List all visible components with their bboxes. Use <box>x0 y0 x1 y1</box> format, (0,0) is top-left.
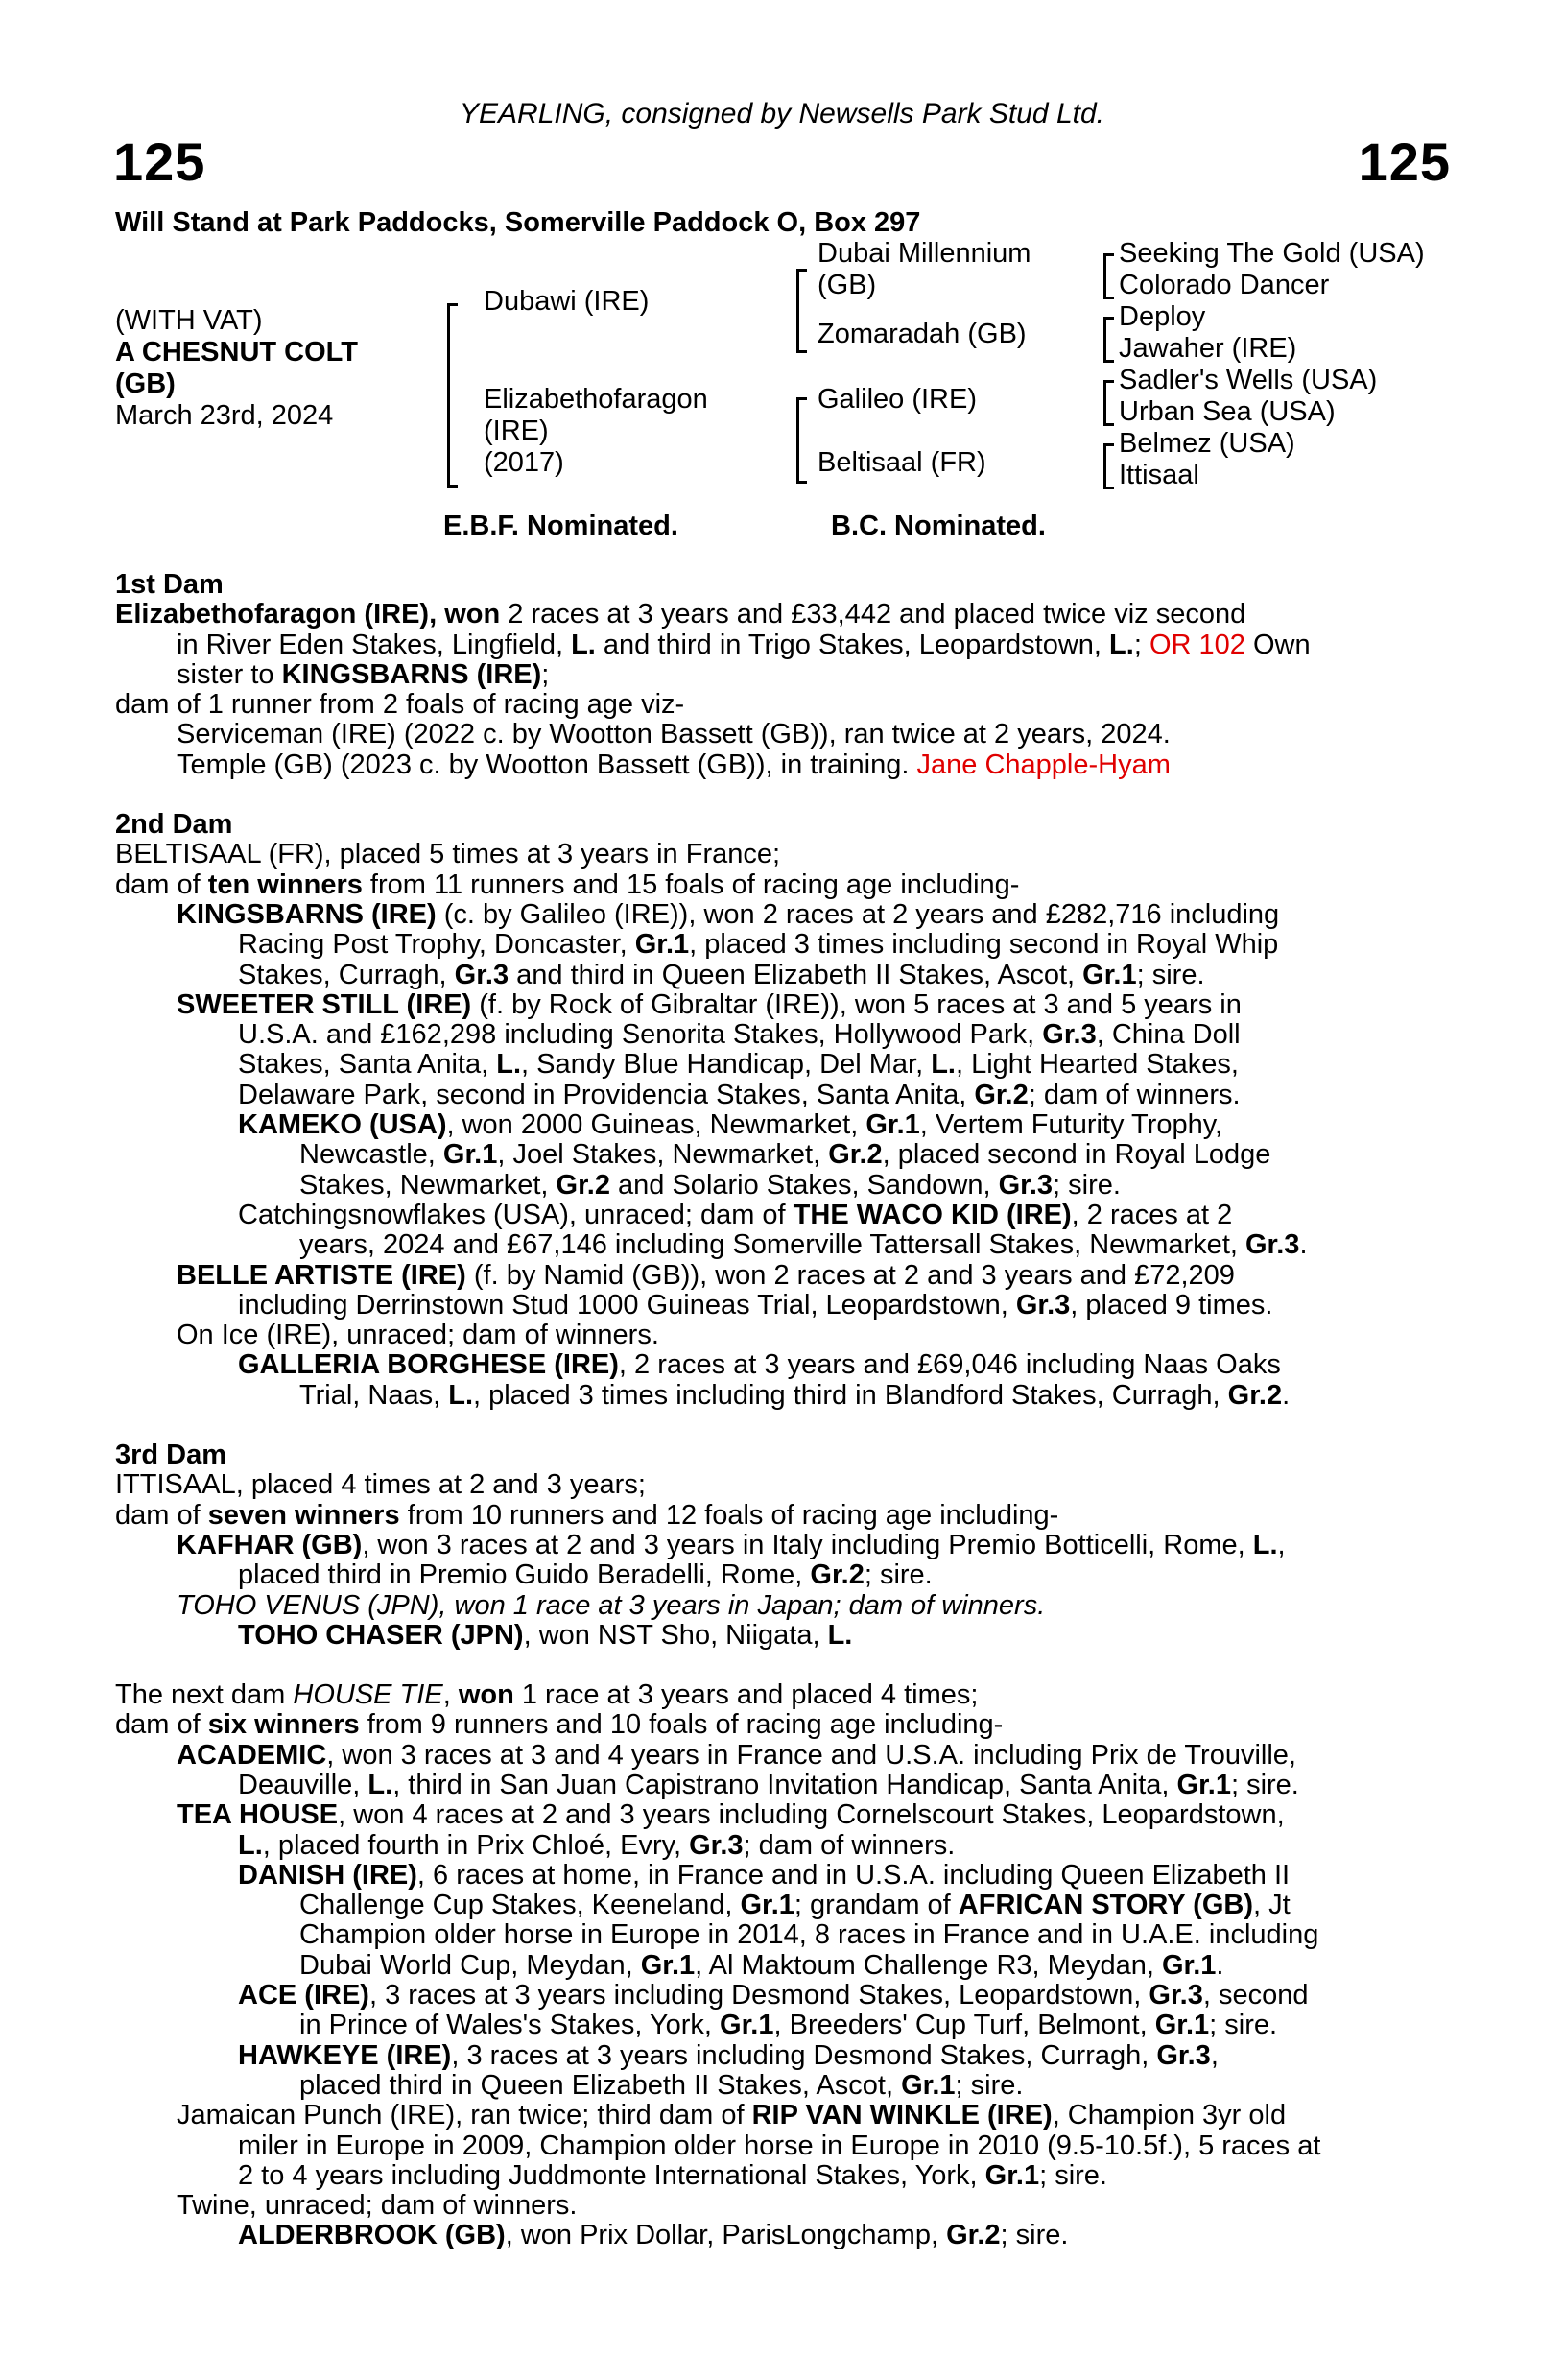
next-dam-line <box>115 1680 1434 1710</box>
horse-name: DANISH (IRE) <box>238 1859 417 1891</box>
text: , <box>1210 2039 1219 2071</box>
text: , placed second in Royal Lodge <box>882 1139 1271 1171</box>
text: . <box>1299 1229 1308 1261</box>
grade: Gr.1 <box>1176 1769 1231 1800</box>
text: placed third in Queen Elizabeth II Stakes, Ascot, <box>299 2069 902 2101</box>
horse-name: SWEETER STILL (IRE) <box>177 988 472 1020</box>
grade: Gr.2 <box>974 1079 1029 1110</box>
text: Stakes, Curragh, <box>238 959 455 990</box>
vat-label: (WITH VAT) <box>115 305 263 336</box>
first-dam-line <box>115 660 1434 690</box>
grade: Gr.1 <box>865 1109 920 1141</box>
produce-entry <box>115 990 1434 1020</box>
first-dam-line: dam of 1 runner from 2 foals of racing age viz- <box>115 689 685 721</box>
text: , won NST Sho, Niigata, <box>523 1619 828 1651</box>
horse-name: AFRICAN STORY (GB) <box>958 1890 1253 1921</box>
produce-entry <box>115 2221 1434 2250</box>
text: , Light Hearted Stakes, <box>955 1049 1239 1081</box>
sire: Dubawi (IRE) <box>484 286 650 317</box>
text: ; sire. <box>1230 1769 1299 1800</box>
second-dam-heading: 2nd Dam <box>115 809 233 841</box>
text: Temple (GB) (2023 c. by Wootton Bassett (GB)), in training. <box>177 749 917 780</box>
text: , <box>442 1679 459 1711</box>
text: , placed 3 times including second in Royal Whip <box>689 929 1279 961</box>
grade: Gr.2 <box>1227 1379 1283 1411</box>
horse-name: GALLERIA BORGHESE (IRE) <box>238 1349 619 1381</box>
produce-entry <box>115 1110 1434 1140</box>
dam-year: (2017) <box>484 447 564 478</box>
bracket-main <box>447 303 458 488</box>
text: from 10 runners and 12 foals of racing age including- <box>399 1499 1059 1531</box>
produce-entry <box>115 2161 1434 2191</box>
sd-dam: Jawaher (IRE) <box>1119 333 1297 364</box>
won-label: won <box>444 599 501 631</box>
text: and Solario Stakes, Sandown, <box>609 1169 999 1201</box>
text: 1 race at 3 years and placed 4 times; <box>513 1679 979 1711</box>
stand-location: Will Stand at Park Paddocks, Somerville Paddock O, Box 297 <box>115 207 921 238</box>
text: , Vertem Futurity Trophy, <box>919 1109 1223 1141</box>
produce-entry: Champion older horse in Europe in 2014, 8 races in France and in U.A.E. including <box>299 1919 1319 1951</box>
text: ; sire. <box>1039 2159 1107 2191</box>
grade: Gr.2 <box>828 1139 883 1171</box>
grade: Gr.1 <box>640 1949 696 1981</box>
produce-entry: Serviceman (IRE) (2022 c. by Wootton Bassett (GB)), ran twice at 2 years, 2024. <box>177 719 1171 750</box>
text: . <box>1282 1379 1291 1411</box>
produce-entry <box>115 900 1434 930</box>
sire-sire: Dubai Millennium <box>818 238 1031 269</box>
grade: Gr.1 <box>720 2010 774 2041</box>
first-dam-name: Elizabethofaragon (IRE), <box>115 599 445 631</box>
listed-label: L. <box>1109 629 1134 660</box>
winners-count: ten winners <box>207 869 363 900</box>
produce-entry <box>115 2101 1434 2130</box>
produce-entry <box>115 1140 1434 1170</box>
listed-label: L. <box>367 1769 393 1800</box>
produce-entry <box>115 1560 1434 1590</box>
text: dam of <box>115 869 208 900</box>
text: , won 2000 Guineas, Newmarket, <box>446 1109 866 1141</box>
text: (f. by Rock of Gibraltar (IRE)), won 5 races at 3 and 5 years in <box>471 988 1242 1020</box>
text: , Joel Stakes, Newmarket, <box>497 1139 829 1171</box>
lot-number-right: 125 <box>1358 131 1451 192</box>
text: (f. by Namid (GB)), won 2 races at 2 and 3 years and £72,209 <box>465 1259 1235 1291</box>
grade: Gr.3 <box>1042 1019 1097 1051</box>
text: , won 4 races at 2 and 3 years including Cornelscourt Stakes, Leopardstown, <box>338 1799 1285 1831</box>
produce-entry: miler in Europe in 2009, Champion older horse in Europe in 2010 (9.5-10.5f.), 5 races at <box>238 2130 1321 2161</box>
third-dam-heading: 3rd Dam <box>115 1440 227 1471</box>
text: , <box>1277 1529 1286 1560</box>
text: , won Prix Dollar, ParisLongchamp, <box>505 2220 947 2251</box>
bracket-ss <box>1103 253 1114 299</box>
bracket-ds <box>1103 380 1114 426</box>
produce-entry <box>115 1171 1434 1201</box>
text: ; sire. <box>864 1559 933 1591</box>
text: 2 to 4 years including Juddmonte International Stakes, York, <box>238 2159 985 2191</box>
text: including Derrinstown Stud 1000 Guineas Trial, Leopardstown, <box>238 1289 1016 1321</box>
subject-country: (GB) <box>115 369 176 399</box>
produce-entry <box>115 1291 1434 1321</box>
text: ; sire. <box>1000 2220 1069 2251</box>
text: , 3 races at 3 years including Desmond Stakes, Curragh, <box>451 2039 1157 2071</box>
produce-entry <box>115 930 1434 960</box>
text: , Jt <box>1253 1890 1291 1921</box>
winners-count: six winners <box>207 1709 360 1741</box>
listed-label: L. <box>571 629 596 660</box>
sire-dam: Zomaradah (GB) <box>818 319 1027 349</box>
text: ; sire. <box>1053 1169 1121 1201</box>
text: ; dam of winners. <box>743 1829 956 1861</box>
text: , Sandy Blue Handicap, Del Mar, <box>521 1049 932 1081</box>
horse-name: HOUSE TIE <box>293 1679 443 1711</box>
listed-label: L. <box>238 1829 263 1861</box>
text: sister to <box>177 658 282 690</box>
horse-name: ALDERBROOK (GB) <box>238 2220 506 2251</box>
text: Newcastle, <box>299 1139 443 1171</box>
grade: Gr.3 <box>1015 1289 1071 1321</box>
text: , placed fourth in Prix Chloé, Evry, <box>262 1829 690 1861</box>
text: Own <box>1244 629 1311 660</box>
grade: Gr.2 <box>946 2220 1001 2251</box>
horse-name: TOHO CHASER (JPN) <box>238 1619 524 1651</box>
text: Delaware Park, second in Providencia Stakes, Santa Anita, <box>238 1079 975 1110</box>
text: Stakes, Newmarket, <box>299 1169 557 1201</box>
grade: Gr.1 <box>442 1139 498 1171</box>
produce-entry <box>115 1891 1434 1920</box>
listed-label: L. <box>496 1049 522 1081</box>
ebf-nomination: E.B.F. Nominated. <box>443 511 678 541</box>
third-dam-line <box>115 1501 1434 1531</box>
text: . <box>1216 1949 1224 1981</box>
text: Stakes, Santa Anita, <box>238 1049 497 1081</box>
produce-entry <box>115 1081 1434 1110</box>
text: Catchingsnowflakes (USA), unraced; dam of <box>238 1199 794 1230</box>
lot-number-left: 125 <box>113 131 206 192</box>
horse-name: HAWKEYE (IRE) <box>238 2039 452 2071</box>
produce-entry <box>115 1350 1434 1380</box>
subject-dob: March 23rd, 2024 <box>115 400 334 431</box>
consignor-line: YEARLING, consigned by Newsells Park Stud Ltd. <box>460 98 1104 130</box>
dam-country: (IRE) <box>484 416 549 446</box>
text: , second <box>1202 1980 1309 2011</box>
text: Jamaican Punch (IRE), ran twice; third dam of <box>177 2100 752 2131</box>
produce-entry <box>115 2071 1434 2101</box>
ds-sire: Sadler's Wells (USA) <box>1119 365 1378 395</box>
text: , won 3 races at 3 and 4 years in France and U.S.A. including Prix de Trouville, <box>326 1739 1296 1771</box>
text: in River Eden Stakes, Lingfield, <box>177 629 572 660</box>
text: U.S.A. and £162,298 including Senorita Stakes, Hollywood Park, <box>238 1019 1043 1051</box>
text: , placed 3 times including third in Blandford Stakes, Curragh, <box>473 1379 1228 1411</box>
ds-dam: Urban Sea (USA) <box>1119 396 1336 427</box>
produce-entry <box>115 2011 1434 2040</box>
text: ; sire. <box>955 2069 1024 2101</box>
horse-name: TOHO VENUS (JPN) <box>177 1589 439 1621</box>
dam-name: Elizabethofaragon <box>484 384 708 415</box>
horse-name: KINGSBARNS (IRE) <box>177 898 437 930</box>
grade: Gr.1 <box>1082 959 1137 990</box>
produce-entry <box>115 2041 1434 2071</box>
produce-entry <box>115 1201 1434 1230</box>
grade: Gr.2 <box>556 1169 610 1201</box>
text: , 6 races at home, in France and in U.S.A. including Queen Elizabeth II <box>416 1859 1291 1891</box>
grade: Gr.1 <box>1154 2010 1210 2041</box>
horse-name: KAMEKO (USA) <box>238 1109 447 1141</box>
text: placed third in Premio Guido Beradelli, Rome, <box>238 1559 811 1591</box>
second-dam-line <box>115 870 1434 900</box>
bracket-sd <box>1103 317 1114 363</box>
next-dam-line <box>115 1710 1434 1740</box>
text: Dubai World Cup, Meydan, <box>299 1949 641 1981</box>
dam-dam: Beltisaal (FR) <box>818 447 986 478</box>
text: ; sire. <box>1136 959 1205 990</box>
text: , Champion 3yr old <box>1052 2100 1287 2131</box>
text: Deauville, <box>238 1769 368 1800</box>
first-dam-line <box>115 600 1434 630</box>
produce-entry <box>115 1951 1434 1981</box>
produce-entry <box>115 1831 1434 1861</box>
horse-name: RIP VAN WINKLE (IRE) <box>751 2100 1053 2131</box>
text: (c. by Galileo (IRE)), won 2 races at 2 years and £282,716 including <box>436 898 1280 930</box>
text: ; sire. <box>1209 2010 1278 2041</box>
spacer <box>115 1651 1434 1680</box>
grade: Gr.2 <box>810 1559 865 1591</box>
text: dam of <box>115 1709 208 1741</box>
produce-entry <box>115 1621 1434 1651</box>
text: ; grandam of <box>794 1890 959 1921</box>
ss-dam: Colorado Dancer <box>1119 270 1330 300</box>
grade: Gr.3 <box>1245 1229 1300 1261</box>
text: , Breeders' Cup Turf, Belmont, <box>773 2010 1155 2041</box>
sire-sire-country: (GB) <box>818 270 877 300</box>
grade: Gr.3 <box>1156 2039 1211 2071</box>
text: Trial, Naas, <box>299 1379 449 1411</box>
produce-entry <box>115 1741 1434 1771</box>
listed-label: L. <box>448 1379 474 1411</box>
text: The next dam <box>115 1679 294 1711</box>
subject-name: A CHESNUT COLT <box>115 337 358 368</box>
text: , 2 races at 3 years and £69,046 including Naas Oaks <box>618 1349 1281 1381</box>
text: in Prince of Wales's Stakes, York, <box>299 2010 721 2041</box>
text: ; <box>1133 629 1149 660</box>
dam-sire: Galileo (IRE) <box>818 384 977 415</box>
produce-entry <box>115 1861 1434 1891</box>
produce-entry <box>115 1261 1434 1291</box>
text: , won 1 race at 3 years in Japan; dam of winners. <box>438 1589 1046 1621</box>
bracket-dam <box>796 397 807 484</box>
trainer-name: Jane Chapple-Hyam <box>916 749 1171 780</box>
ss-sire: Seeking The Gold (USA) <box>1119 238 1425 269</box>
text: and third in Trigo Stakes, Leopardstown, <box>595 629 1110 660</box>
horse-name: THE WACO KID (IRE) <box>793 1199 1072 1230</box>
text: , 2 races at 2 <box>1071 1199 1233 1230</box>
horse-name: KAFHAR (GB) <box>177 1529 363 1560</box>
produce-entry <box>115 1531 1434 1560</box>
text: dam of <box>115 1499 208 1531</box>
horse-name: KINGSBARNS (IRE) <box>281 658 542 690</box>
text: Racing Post Trophy, Doncaster, <box>238 929 635 961</box>
text: Challenge Cup Stakes, Keeneland, <box>299 1890 741 1921</box>
produce-entry <box>115 961 1434 990</box>
bc-nomination: B.C. Nominated. <box>831 511 1046 541</box>
produce-entry <box>115 1771 1434 1800</box>
first-dam-line <box>115 631 1434 660</box>
dd-dam: Ittisaal <box>1119 460 1199 490</box>
text: , China Doll <box>1096 1019 1241 1051</box>
text: years, 2024 and £67,146 including Somerville Tattersall Stakes, Newmarket, <box>299 1229 1245 1261</box>
horse-name: TEA HOUSE <box>177 1799 339 1831</box>
produce-entry: On Ice (IRE), unraced; dam of winners. <box>177 1320 659 1351</box>
produce-entry: Twine, unraced; dam of winners. <box>177 2190 578 2222</box>
catalogue-body <box>115 570 1434 2251</box>
text: from 11 runners and 15 foals of racing age including- <box>362 869 1020 900</box>
first-dam-heading: 1st Dam <box>115 569 224 600</box>
official-rating: OR 102 <box>1149 629 1245 660</box>
text: , won 3 races at 2 and 3 years in Italy including Premio Botticelli, Rome, <box>362 1529 1253 1560</box>
spacer <box>115 1411 1434 1440</box>
winners-count: seven winners <box>207 1499 400 1531</box>
produce-entry <box>115 750 1434 780</box>
text: and third in Queen Elizabeth II Stakes, Ascot, <box>509 959 1083 990</box>
grade: Gr.1 <box>634 929 690 961</box>
text: , Al Maktoum Challenge R3, Meydan, <box>695 1949 1162 1981</box>
text: from 9 runners and 10 foals of racing age including- <box>359 1709 1004 1741</box>
text: , third in San Juan Capistrano Invitation Handicap, Santa Anita, <box>392 1769 1177 1800</box>
horse-name: ACE (IRE) <box>238 1980 369 2011</box>
second-dam-line: BELTISAAL (FR), placed 5 times at 3 years in France; <box>115 839 781 870</box>
produce-entry <box>115 1591 1434 1621</box>
grade: Gr.1 <box>740 1890 794 1921</box>
text: ; dam of winners. <box>1028 1079 1241 1110</box>
dd-sire: Belmez (USA) <box>1119 428 1295 459</box>
produce-entry <box>115 1981 1434 2011</box>
listed-label: L. <box>931 1049 956 1081</box>
produce-entry <box>115 1381 1434 1411</box>
grade: Gr.3 <box>998 1169 1054 1201</box>
grade: Gr.3 <box>454 959 509 990</box>
third-dam-line: ITTISAAL, placed 4 times at 2 and 3 years; <box>115 1469 646 1501</box>
listed-label: L. <box>827 1619 853 1651</box>
won-label: won <box>458 1679 514 1711</box>
produce-entry <box>115 1230 1434 1260</box>
bracket-dd <box>1103 443 1114 489</box>
produce-entry <box>115 1020 1434 1050</box>
grade: Gr.1 <box>1161 1949 1217 1981</box>
produce-entry <box>115 1800 1434 1830</box>
text: , 3 races at 3 years including Desmond Stakes, Leopardstown, <box>368 1980 1149 2011</box>
sd-sire: Deploy <box>1119 301 1206 332</box>
grade: Gr.1 <box>984 2159 1040 2191</box>
listed-label: L. <box>1252 1529 1278 1560</box>
text: , placed 9 times. <box>1070 1289 1273 1321</box>
grade: Gr.3 <box>1149 1980 1203 2011</box>
text: ; <box>541 658 550 690</box>
bracket-sire <box>796 269 807 353</box>
grade: Gr.3 <box>689 1829 744 1861</box>
spacer <box>115 780 1434 810</box>
text: 2 races at 3 years and £33,442 and placed twice viz second <box>500 599 1246 631</box>
produce-entry <box>115 1050 1434 1080</box>
horse-name: ACADEMIC <box>177 1739 327 1771</box>
grade: Gr.1 <box>901 2069 956 2101</box>
horse-name: BELLE ARTISTE (IRE) <box>177 1259 466 1291</box>
